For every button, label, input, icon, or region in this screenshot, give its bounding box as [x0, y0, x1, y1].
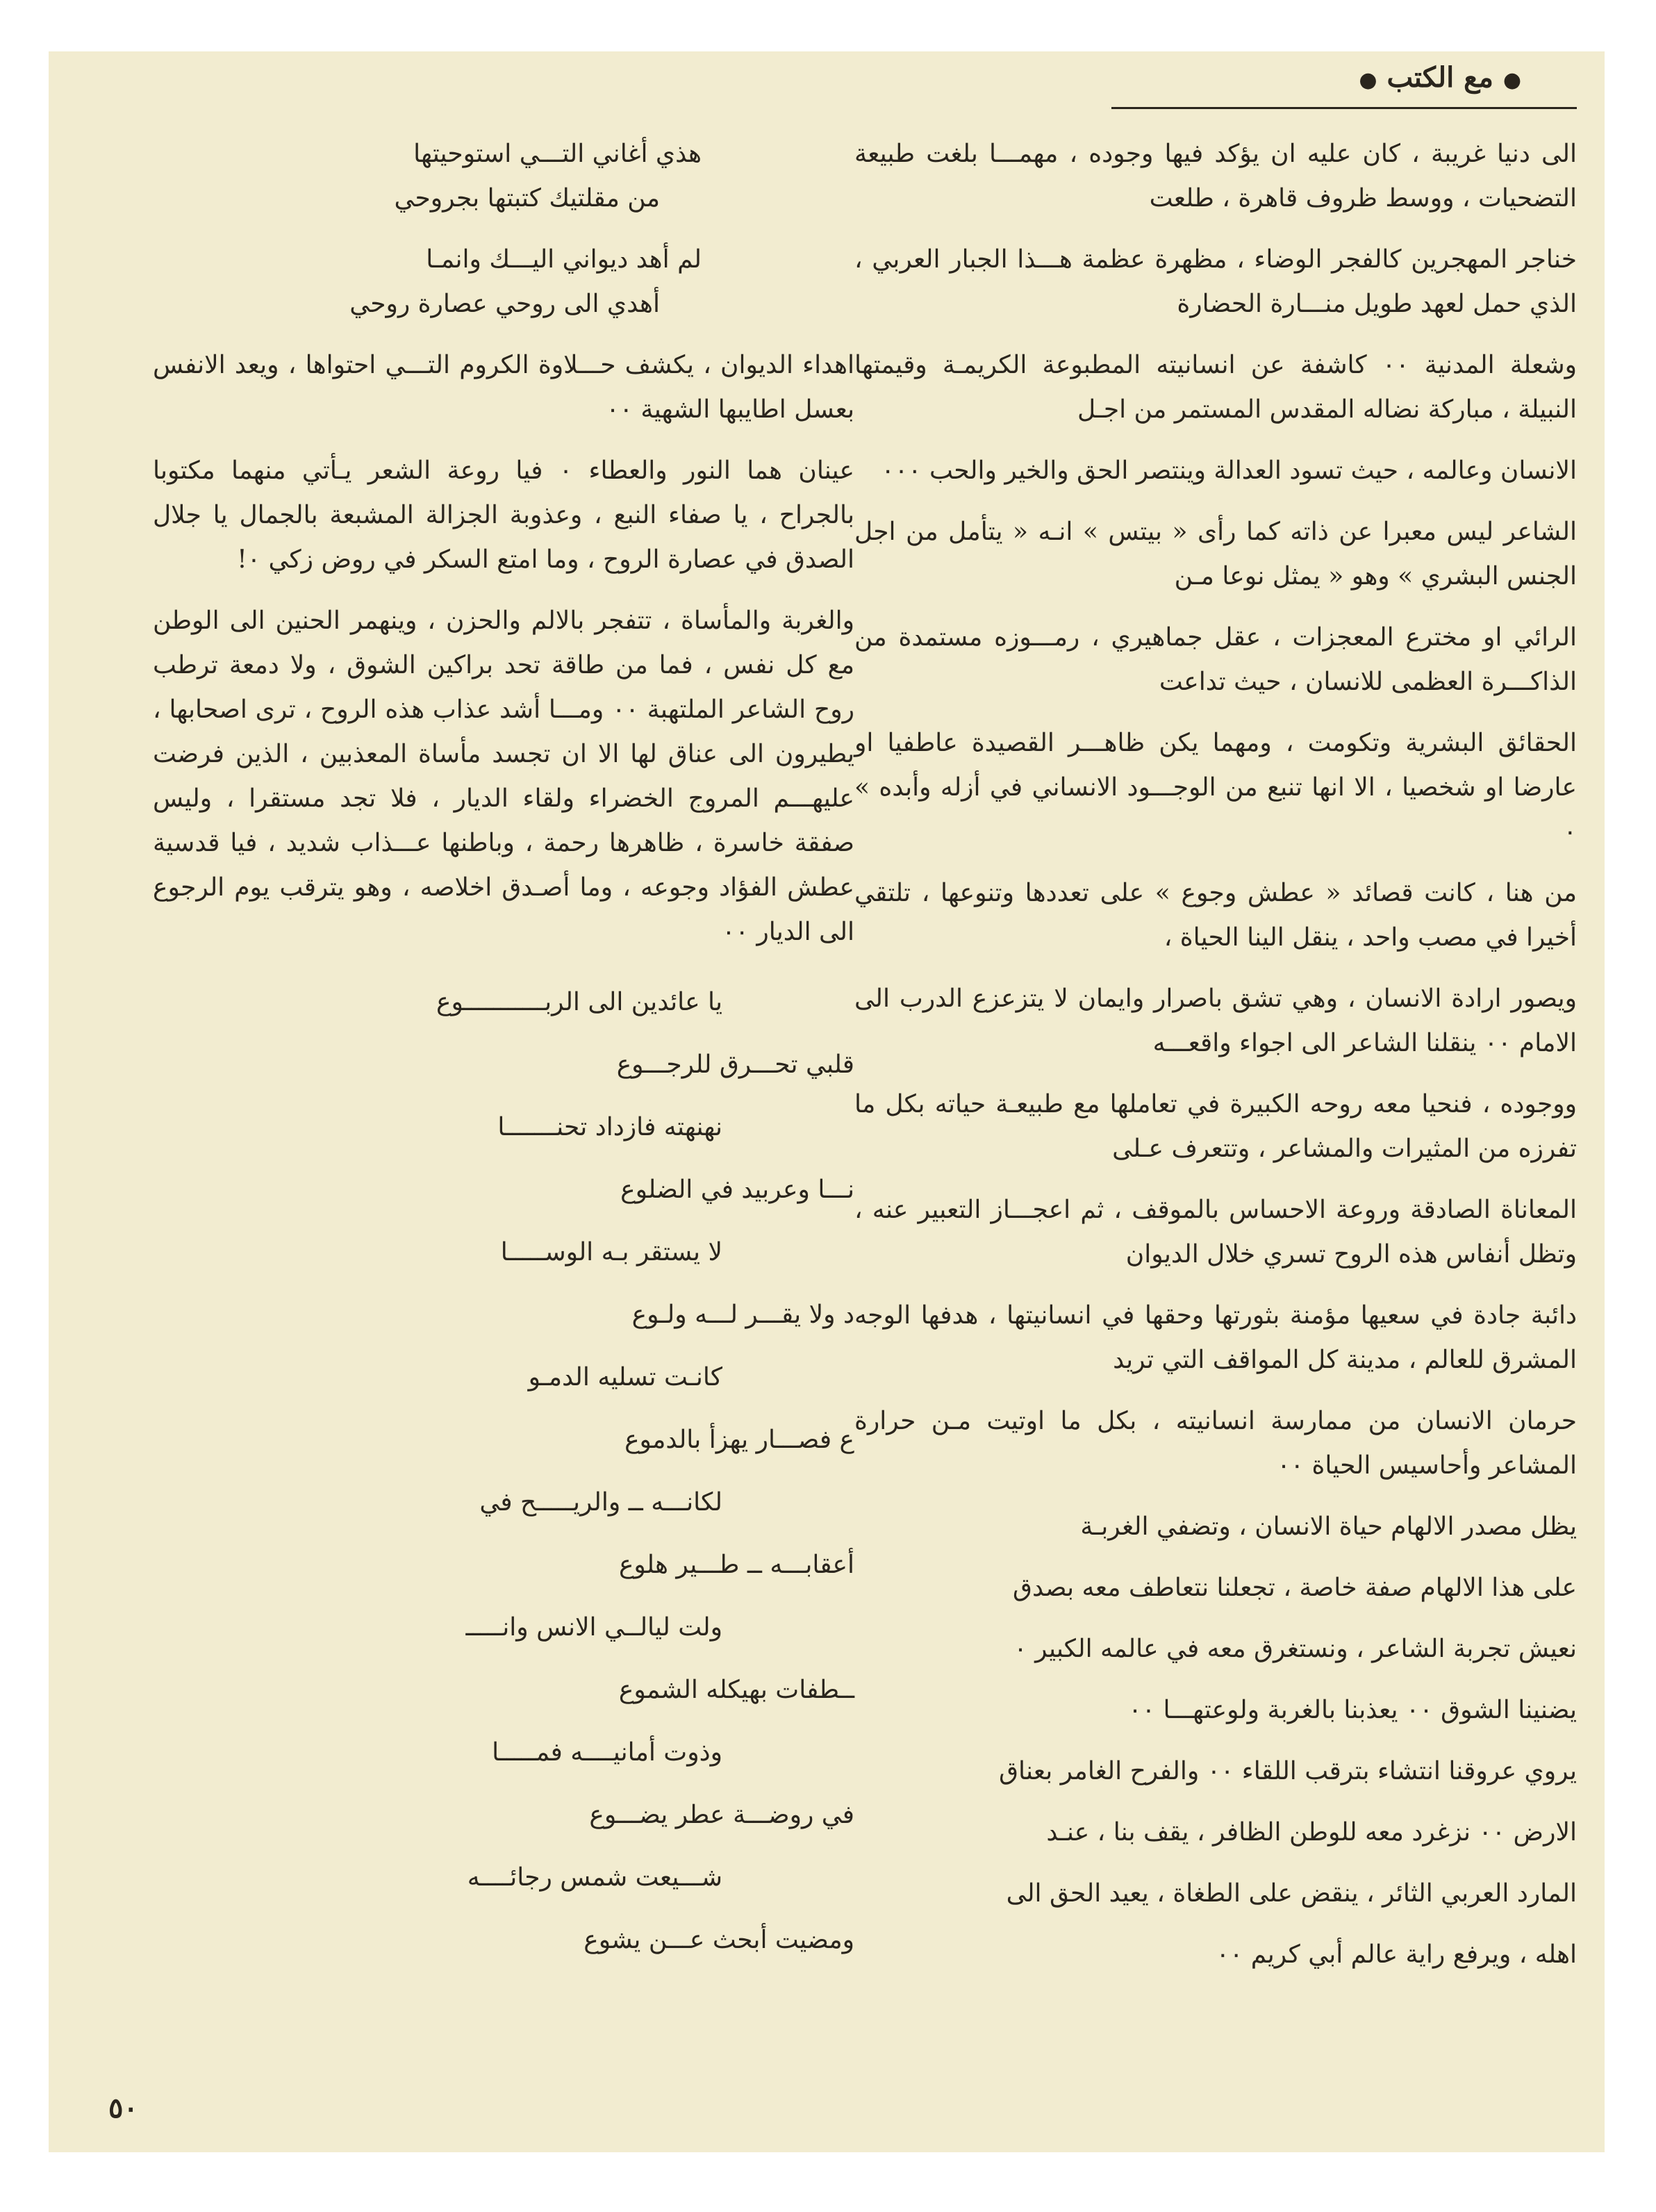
- page-number: ٥٠: [108, 2092, 138, 2124]
- paragraph: الارض ٠٠ نزغرد معه للوطن الظافر ، يقف بنا ، عنـد: [1046, 1818, 1577, 1847]
- poem-line: يا عائدين الى الربـــــــــــوع: [436, 988, 722, 1016]
- paragraph: الشاعر ليس معبرا عن ذاته كما رأى « بيتس » انـه « يتأمل من اجل الجنس البشري » وهو « يمثل نوعا مـن: [854, 518, 1577, 591]
- paragraph: الرائي او مخترع المعجزات ، عقل جماهيري ، رمـــوزه مستمدة من الذاكـــرة العظمى للانسان ، حيث تداعت: [854, 623, 1577, 696]
- poem-line: ولت ليالــي الانس وانـــــ: [465, 1613, 722, 1642]
- poem-line: نـــا وعربيد في الضلوع: [620, 1175, 854, 1204]
- poem-line: د ولا يقـــر لـــه ولـوع: [631, 1301, 854, 1329]
- paragraph: اهداء الديوان ، يكشف حـــلاوة الكروم التـــي احتواها ، ويعد الانفس بعسل اطايبها الشهية ٠٠: [153, 351, 854, 424]
- paragraph: يضنينا الشوق ٠٠ يعذبنا بالغربة ولوعتهـــا ٠٠: [1128, 1696, 1577, 1724]
- right-column: [854, 132, 1577, 1994]
- verse-line: من مقلتيك كتبتها بجروحي: [394, 184, 660, 213]
- poem-line: لكانـــه ــ والريـــــح في: [479, 1488, 722, 1517]
- poem-line: وذوت أمانيــــه فمـــــا: [492, 1738, 722, 1767]
- poem-line: ع فصـــار يهزأ بالدموع: [624, 1426, 854, 1454]
- poem: [153, 971, 854, 1972]
- section-header: [1359, 61, 1521, 94]
- paragraph: من هنا ، كانت قصائد « عطش وجوع » على تعددها وتنوعها ، تلتقي أخيرا في مصب واحد ، ينقل الينا الحياة ،: [854, 879, 1577, 952]
- paragraph: المعاناة الصادقة وروعة الاحساس بالموقف ، ثم اعجـــاز التعبير عنه ، وتظل أنفاس هذه الروح تسري خلال الديوان: [854, 1196, 1577, 1269]
- paragraph: يظل مصدر الالهام حياة الانسان ، وتضفي الغربـة: [1080, 1512, 1577, 1541]
- magazine-page: [49, 51, 1605, 2152]
- poem-line: لا يستقر بـه الوســـــا: [500, 1238, 722, 1266]
- poem-line: ــطفات بهيكله الشموع: [618, 1676, 854, 1704]
- paragraph: يروي عروقنا انتشاء بترقب اللقاء ٠٠ والفرح الغامر بعناق: [999, 1757, 1577, 1785]
- paragraph: عينان هما النور والعطاء ٠ فيا روعة الشعر يـأتي منهما مكتوبا بالجراح ، يا صفاء النبع ، وعذوبة الجزالة المشبعة بالجمال يا جلال الصدق في عصارة الروح ، وما امتع السكر في روض زكي ٠!: [153, 456, 854, 574]
- bullet-icon: ●: [1359, 68, 1377, 92]
- dedication-verse: [153, 238, 854, 327]
- poem-line: قلبي تحـــرق للرجـــوع: [616, 1050, 854, 1079]
- paragraph: دائبة جادة في سعيها مؤمنة بثورتها وحقها في انسانيتها ، هدفها الوجه المشرق للعالم ، مدينة كل المواقف التي تريد: [854, 1301, 1577, 1374]
- poem-line: كانـت تسليه الدمـو: [528, 1363, 722, 1392]
- verse-line: هذي أغاني التـــي استوحيتها: [413, 140, 702, 168]
- paragraph: ويصور ارادة الانسان ، وهي تشق باصرار وايمان لا يتزعزع الدرب الى الامام ٠٠ ينقلنا الشاعر الى اجواء واقعـــه: [854, 984, 1577, 1057]
- verse-line: لم أهد ديواني اليـــك وانمـا: [426, 245, 702, 274]
- poem-line: نهنهته فازداد تحنـــــــا: [497, 1113, 722, 1141]
- paragraph: حرمان الانسان من ممارسة انسانيته ، بكل ما اوتيت مـن حرارة المشاعر وأحاسيس الحياة ٠٠: [854, 1407, 1577, 1480]
- dedication-verse: [153, 132, 854, 221]
- left-column: [153, 132, 854, 1972]
- paragraph: وشعلة المدنية ٠٠ كاشفة عن انسانيته المطبوعة الكريمـة وقيمتها النبيلة ، مباركة نضاله المقدس المستمر من اجـل: [854, 351, 1577, 424]
- paragraph: الحقائق البشرية وتكومت ، ومهما يكن ظاهـــر القصيدة عاطفيا او عارضا او شخصيا ، الا انها تنبع من الوجـــود الانساني في أزله وأبده » ٠: [854, 729, 1577, 846]
- paragraph: ووجوده ، فنحيا معه روحه الكبيرة في تعاملها مع طبيعـة حياته بكل ما تفرزه من المثيرات والمشاعر ، وتتعرف عـلى: [854, 1090, 1577, 1163]
- paragraph: المارد العربي الثائر ، ينقض على الطغاة ، يعيد الحق الى: [1006, 1879, 1577, 1908]
- paragraph: الانسان وعالمه ، حيث تسود العدالة وينتصر الحق والخير والحب ٠٠٠: [881, 456, 1577, 485]
- paragraph: اهله ، ويرفع راية عالم أبي كريم ٠٠: [1216, 1940, 1577, 1969]
- poem-line: شـــيعت شمس رجائــــه: [467, 1863, 722, 1892]
- bullet-icon: ●: [1502, 68, 1521, 92]
- paragraph: خناجر المهجرين كالفجر الوضاء ، مظهرة عظمة هـــذا الجبار العربي ، الذي حمل لعهد طويل منـــارة الحضارة: [854, 245, 1577, 318]
- verse-line: أهدي الى روحي عصارة روحي: [349, 290, 660, 318]
- poem-line: ومضيت أبحث عـــن يشوع: [583, 1926, 854, 1954]
- paragraph: على هذا الالهام صفة خاصة ، تجعلنا نتعاطف معه بصدق: [1013, 1574, 1577, 1602]
- paragraph: نعيش تجربة الشاعر ، ونستغرق معه في عالمه الكبير ٠: [1013, 1635, 1577, 1663]
- section-title: مع الكتب: [1386, 61, 1493, 94]
- paragraph: الى دنيا غريبة ، كان عليه ان يؤكد فيها وجوده ، مهمـــا بلغت طبيعة التضحيات ، ووسط ظروف قاهرة ، طلعت: [854, 140, 1577, 213]
- poem-line: أعقابـــه ــ طـــير هلوع: [618, 1551, 854, 1579]
- paragraph: والغربة والمأساة ، تتفجر بالالم والحزن ، وينهمر الحنين الى الوطن مع كل نفس ، فما من طاقة تحد براكين الشوق ، ولا دمعة ترطب روح الشاعر الملتهبة ٠٠ ومـــا أشد عذاب هذه الروح ، ترى اصحابها ، يطيرون الى عناق لها الا ان تجسد مأساة المعذبين ، الذين فرضت عليهـــم المروج الخضراء ولقاء الديار ، فلا تجد مستقرا ، وليس صفقة خاسرة ، ظاهرها رحمة ، وباطنها عـــذاب شديد ، فيا قدسية عطش الفؤاد وجوعه ، وما أصـدق اخلاصه ، وهو يترقب يوم الرجوع الى الديار ٠٠: [153, 606, 854, 946]
- header-divider: [1111, 107, 1577, 109]
- poem-line: في روضـــة عطر يضـــوع: [589, 1801, 854, 1829]
